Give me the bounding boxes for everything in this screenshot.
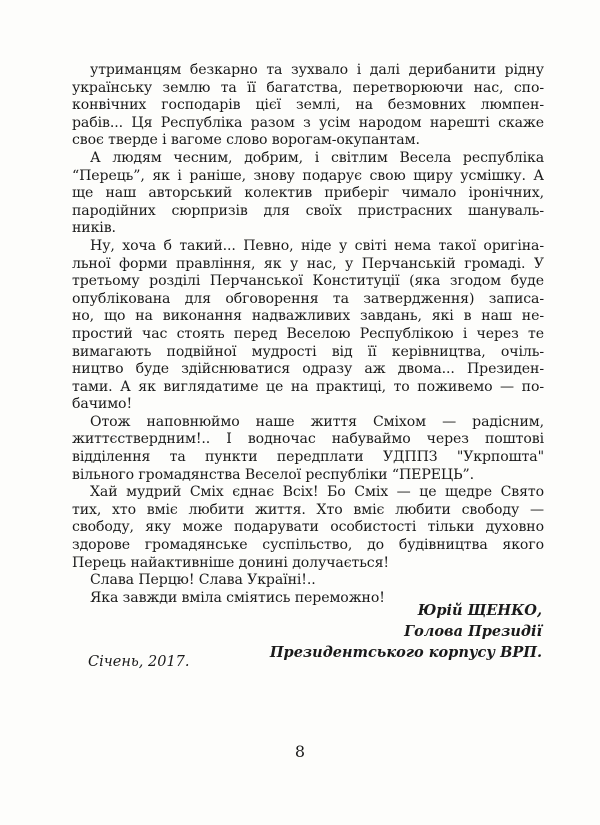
paragraph <box>72 238 544 414</box>
text-line: опублікована для обговорення та затвердження) записа- <box>72 290 544 307</box>
text-line: утриманцям безкарно та зухвало і далі дерибанити рідну <box>90 62 544 78</box>
signature-corps: Президентського корпусу ВРП. <box>269 644 542 661</box>
paragraph <box>72 62 544 150</box>
text-line: простий час стоять перед Веселою Республікою і через те <box>72 325 544 342</box>
text-line: Яка завжди вміла сміятись переможно! <box>90 589 385 606</box>
text-line: конвічних господарів цієї землі, на безмовних люмпен- <box>72 97 544 114</box>
text-line: здорове громадянське суспільство, до будівництва якого <box>72 537 544 554</box>
signature-name: Юрій ЩЕНКО, <box>417 602 542 619</box>
page-number: 8 <box>294 742 306 761</box>
paragraph <box>72 414 544 484</box>
paragraph <box>72 484 544 572</box>
text-line: пародійних сюрпризів для своїх пристрасних шануваль- <box>72 202 544 219</box>
text-line: но, що на виконання надважливих завдань, які в наш не- <box>72 308 544 325</box>
text-line: Ну, хоча б такий... Певно, ніде у світі нема такої оригіна- <box>90 237 544 254</box>
text-line: українську землю та її багатства, перетворюючи нас, спо- <box>72 79 544 96</box>
text-line: вимагають подвійної мудрості від її керівництва, очіль- <box>72 343 544 360</box>
text-line: своє тверде і вагоме слово ворогам-окупантам. <box>72 132 420 149</box>
text-line: льної форми правління, як у нас, у Перчанській громаді. У <box>72 255 544 272</box>
document-date: Січень, 2017. <box>88 654 190 670</box>
text-line: вільного громадянства Веселої республіки “ПЕРЕЦЬ”. <box>72 466 474 483</box>
signature-block <box>270 600 542 663</box>
text-line: бачимо! <box>72 396 133 413</box>
text-line: тих, хто вміє любити життя. Хто вміє любити свободу — <box>72 501 544 518</box>
text-line: тами. А як виглядатиме це на практиці, то поживемо — по- <box>72 378 544 395</box>
body-text <box>72 62 544 607</box>
paragraph <box>72 572 544 590</box>
signature-title: Голова Президії <box>404 623 542 640</box>
text-line: свободу, яку може подарувати особистості тільки духовно <box>72 519 544 536</box>
text-line: Отож наповнюймо наше життя Сміхом — радісним, <box>90 413 544 430</box>
text-line: “Перець”, як і раніше, знову подарує свою щиру усмішку. А <box>72 167 544 184</box>
text-line: життєствердним!.. І водночас набуваймо через поштові <box>72 431 544 448</box>
text-line: ників. <box>72 220 116 237</box>
text-line: ще наш авторський колектив приберіг чимало іронічних, <box>72 185 544 202</box>
text-line: Слава Перцю! Слава Україні!.. <box>90 572 316 589</box>
paragraph <box>72 150 544 238</box>
text-line: відділення та пункти передплати УДППЗ "Укрпошта" <box>72 449 544 466</box>
text-line: А людям чесним, добрим, і світлим Весела республіка <box>90 149 544 166</box>
text-line: Перець найактивніше донині долучається! <box>72 554 389 571</box>
text-line: рабів... Ця Республіка разом з усім народом нарешті скаже <box>72 114 544 131</box>
text-line: Хай мудрий Сміх єднає Всіх! Бо Сміх — це щедре Свято <box>90 484 544 501</box>
text-line: третьому розділі Перчанської Конституції (яка згодом буде <box>72 273 544 290</box>
text-line: ництво буде здійснюватися одразу аж двома... Президен- <box>72 361 544 378</box>
